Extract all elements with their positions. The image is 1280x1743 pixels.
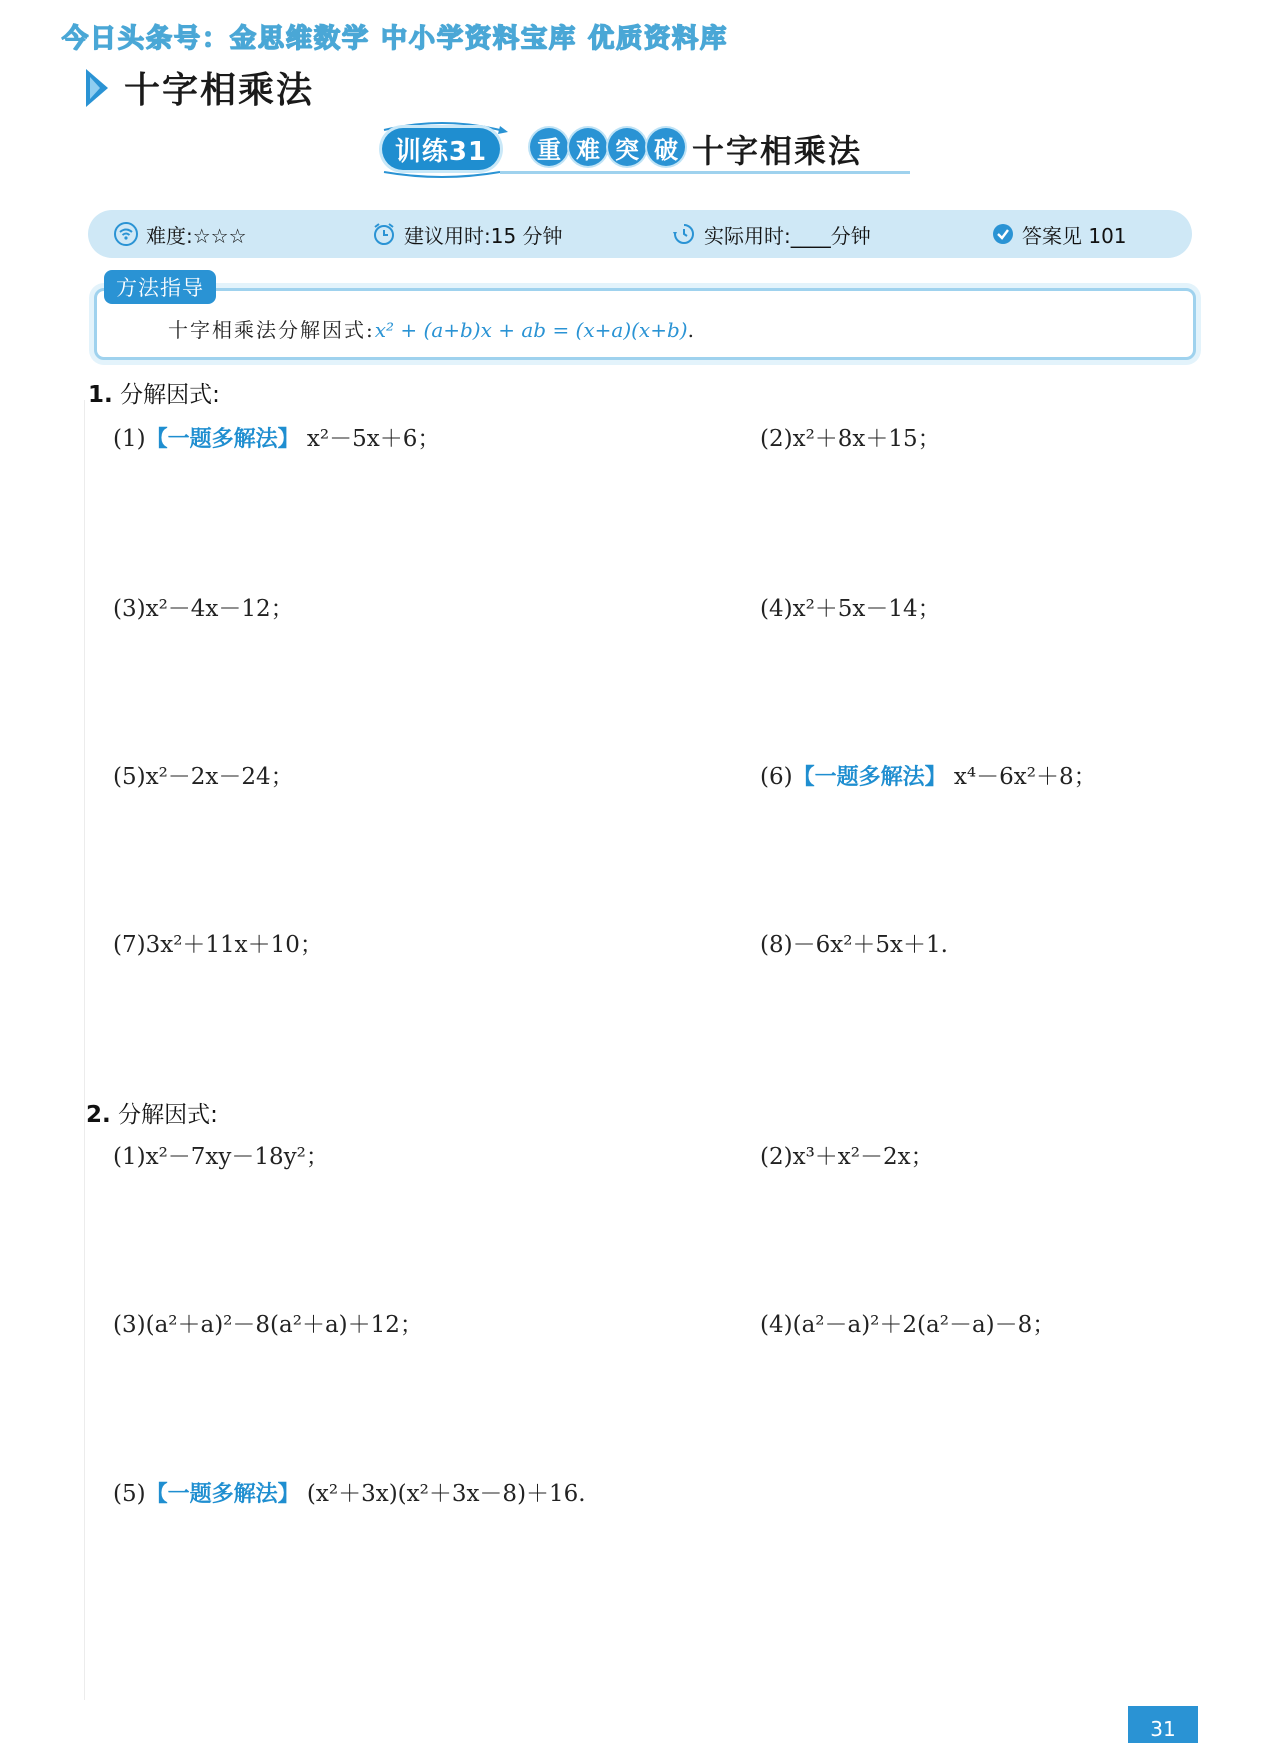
item-label: (5) <box>113 1481 146 1507</box>
q1-item-5 <box>113 758 294 791</box>
question-1-header <box>88 376 220 409</box>
item-expression: x²－2x－24； <box>145 764 294 790</box>
question-title: 分解因式: <box>118 1102 218 1128</box>
item-label: (4) <box>760 596 793 622</box>
watermark-text: 今日头条号：金思维数学 中小学资料宝库 优质资料库 <box>62 24 729 54</box>
item-label: (1) <box>113 1144 146 1170</box>
circle-char: 突 <box>608 128 646 166</box>
section-title: 十字相乘法 <box>124 70 315 111</box>
difficulty-text: 难度:☆☆☆ <box>146 223 247 248</box>
q2-item-3 <box>113 1306 423 1339</box>
item-expression: (x²＋3x)(x²＋3x－8)＋16. <box>306 1481 586 1507</box>
section-header <box>86 62 314 113</box>
guide-end: . <box>687 318 694 342</box>
margin-line <box>84 400 85 1700</box>
item-expression: x²＋5x－14； <box>792 596 941 622</box>
item-expression: (a²＋a)²－8(a²＋a)＋12； <box>145 1312 423 1338</box>
guide-formula: x² + (a+b)x + ab = (x+a)(x+b) <box>374 318 688 342</box>
item-expression: x²－4x－12； <box>145 596 294 622</box>
item-label: (6) <box>760 764 793 790</box>
info-bar <box>88 210 1192 258</box>
item-expression: 3x²＋11x＋10； <box>145 932 323 958</box>
question-number: 2. <box>86 1102 111 1128</box>
check-icon <box>992 223 1014 245</box>
banner-underline <box>500 171 910 174</box>
item-label: (3) <box>113 1312 146 1338</box>
guide-label: 十字相乘法分解因式: <box>168 318 375 342</box>
actual-time-text: 实际用时:____分钟 <box>704 223 871 248</box>
answer-ref-info <box>992 210 1127 258</box>
q1-item-6 <box>760 758 1097 791</box>
question-number: 1. <box>88 382 113 408</box>
question-2-header <box>86 1096 218 1129</box>
circle-char: 重 <box>530 128 568 166</box>
q1-item-3 <box>113 590 294 623</box>
item-expression: x²－5x＋6； <box>306 426 441 452</box>
actual-time-info <box>672 210 871 258</box>
question-title: 分解因式: <box>120 382 220 408</box>
item-expression: x²＋8x＋15； <box>792 426 941 452</box>
method-guide-tab: 方法指导 <box>104 270 216 304</box>
item-label: (3) <box>113 596 146 622</box>
q1-item-8 <box>760 926 948 959</box>
item-expression: x³＋x²－2x； <box>792 1144 934 1170</box>
suggested-time-text: 建议用时:15 分钟 <box>404 223 563 248</box>
banner-title: 十字相乘法 <box>692 132 863 170</box>
alarm-clock-icon <box>372 222 396 246</box>
item-label: (2) <box>760 1144 793 1170</box>
q1-item-4 <box>760 590 941 623</box>
q2-item-1 <box>113 1138 329 1171</box>
training-banner <box>380 120 910 180</box>
timer-icon <box>672 222 696 246</box>
answer-ref-text: 答案见 101 <box>1022 223 1127 248</box>
item-label: (8) <box>760 932 793 958</box>
suggested-time-info <box>372 210 563 258</box>
q2-item-2 <box>760 1138 934 1171</box>
item-label: (7) <box>113 932 146 958</box>
item-tag: 【一题多解法】 <box>145 1482 300 1507</box>
item-tag: 【一题多解法】 <box>145 427 300 452</box>
circle-char: 破 <box>647 128 685 166</box>
item-label: (5) <box>113 764 146 790</box>
q1-item-1 <box>113 420 440 453</box>
item-tag: 【一题多解法】 <box>792 765 947 790</box>
key-topic-circles <box>530 128 686 166</box>
training-badge: 训练31 <box>382 128 500 170</box>
q2-item-5 <box>113 1475 586 1508</box>
method-guide-text <box>168 314 694 343</box>
item-expression: x²－7xy－18y²； <box>145 1144 329 1170</box>
wifi-icon <box>114 222 138 246</box>
item-label: (4) <box>760 1312 793 1338</box>
item-expression: －6x²＋5x＋1. <box>792 932 948 958</box>
q1-item-7 <box>113 926 323 959</box>
circle-char: 难 <box>569 128 607 166</box>
difficulty-info <box>114 210 247 258</box>
item-expression: x⁴－6x²＋8； <box>953 764 1097 790</box>
page-number: 31 <box>1128 1706 1198 1743</box>
q2-item-4 <box>760 1306 1055 1339</box>
item-label: (1) <box>113 426 146 452</box>
q1-item-2 <box>760 420 941 453</box>
item-label: (2) <box>760 426 793 452</box>
section-marker-icon <box>86 69 108 107</box>
item-expression: (a²－a)²＋2(a²－a)－8； <box>792 1312 1056 1338</box>
